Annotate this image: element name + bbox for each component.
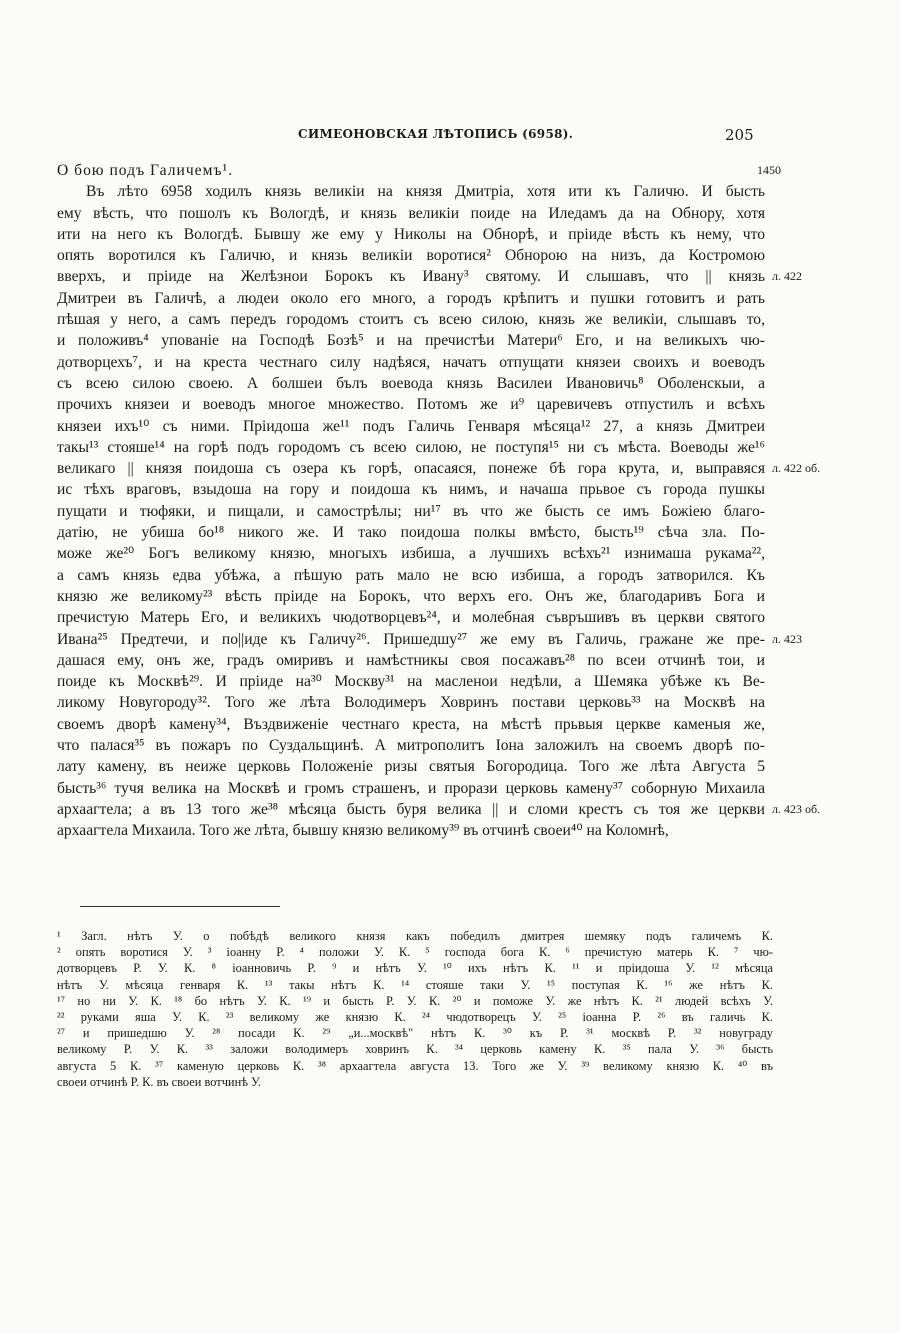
text-line <box>57 522 765 543</box>
text-line <box>57 714 765 735</box>
footnote-line: ²² руками яша У. К. ²³ великому же князю К. ²⁴ чюдотворецъ У. ²⁵ іоанна Р. ²⁶ въ галичь К. <box>57 1009 773 1024</box>
text-line <box>57 586 765 607</box>
text-line-content: ис тѣхъ враговъ, взыдоша на гору и поидоша къ нимъ, и начаша прьвое съ города пушкы <box>57 481 765 499</box>
page-header <box>0 127 900 149</box>
text-line <box>57 820 765 841</box>
text-line-content: пречистую Матерь Его, и великихъ чюдотворцевъ²⁴, и молебная съвръшивъ въ церкви святого <box>57 609 765 627</box>
footnote-line: нѣтъ У. мѣсяца генваря К. ¹³ такы нѣтъ К. ¹⁴ стояше таки У. ¹⁵ поступая К. ¹⁶ же нѣтъ К. <box>57 977 773 992</box>
folio-margin-note: л. 423 <box>772 631 802 646</box>
text-line-content: что палася³⁵ въ пожаръ по Суздальщинѣ. А митрополитъ Іона заложилъ на своемъ дворѣ по- <box>57 737 765 755</box>
footnote-line: ¹⁷ но ни У. К. ¹⁸ бо нѣтъ У. К. ¹⁹ и бысть Р. У. К. ²⁰ и поможе У. же нѣтъ К. ²¹ людей всѣхъ У. <box>57 993 773 1008</box>
text-line-content: ликому Новугороду³². Того же лѣта Володимеръ Ховринъ постави церковь³³ на Москвѣ на <box>57 694 765 712</box>
text-line <box>57 437 765 458</box>
text-line <box>57 479 765 500</box>
footnote-line: августа 5 К. ³⁷ каменую церковь К. ³⁸ архаагтела августа 13. Того же У. ³⁹ великому князю К. ⁴⁰ въ <box>57 1058 773 1073</box>
text-line-content: опять воротился къ Галичю, и князь великіи воротися² Обнорою на низъ, да Костромою <box>57 247 765 265</box>
text-line <box>57 224 765 245</box>
text-line <box>57 458 821 479</box>
text-line <box>57 330 765 351</box>
page-number: 205 <box>725 126 754 144</box>
footnote-line: ²⁷ и пришедшю У. ²⁸ посади К. ²⁹ „и...москвѣ" нѣтъ К. ³⁰ къ Р. ³¹ москвѣ Р. ³² новуграду <box>57 1026 773 1041</box>
text-line <box>57 629 802 650</box>
text-line <box>57 692 765 713</box>
text-line-content: може же²⁰ Богъ великому князю, многыхъ избиша, а лучшихъ всѣхъ²¹ изнимаша рукама²², <box>57 545 765 563</box>
text-line <box>57 309 765 330</box>
footnote-line: дотворцевъ Р. У. К. ⁸ іоанновичь Р. ⁹ и нѣтъ У. ¹⁰ ихъ нѣтъ К. ¹¹ и пріидоша У. ¹² мѣсяца <box>57 961 773 976</box>
text-line-content: ити на него къ Вологдѣ. Бывшу же ему у Николы на Обнорѣ, и пріиде вѣсть къ нему, что <box>57 225 765 243</box>
running-title: СИМЕОНОВСКАЯ ЛѢТОПИСЬ (6958). <box>298 127 574 141</box>
text-line <box>57 735 765 756</box>
text-line <box>57 799 821 820</box>
text-line-content: пѣшая у него, а самъ передъ городомъ стоитъ съ всею силою, князь же великіи, слышавъ то, <box>57 311 765 329</box>
text-line <box>57 288 765 309</box>
text-line-content: и положивъ⁴ упованіе на Господѣ Бозѣ⁵ и на пречистѣи Матери⁶ Его, и на великыхъ чю- <box>57 332 765 350</box>
text-line <box>57 416 765 437</box>
footnote-line: ² опять воротися У. ³ іоанну Р. ⁴ положи У. К. ⁵ господа бога К. ⁶ пречистую матерь К. ⁷ чю- <box>57 945 773 960</box>
text-line <box>57 778 765 799</box>
text-line-content: дашася ему, онъ же, градъ омиривъ и намѣстникы своя посажавъ²⁸ по всеи отчинѣ тои, и <box>57 651 765 669</box>
text-line-content: съ всею силою своею. А болшеи бълъ воевода князь Василеи Ивановичь⁸ Оболенскыи, а <box>57 374 765 392</box>
text-line-content: датію, не убиша бо¹⁸ никого же. И тако поидоша полкы вмѣсто, бысть¹⁹ сѣча зла. По- <box>57 524 765 542</box>
footnote-separator <box>80 906 280 907</box>
text-line-content: архаагтела; а въ 13 того же³⁸ мѣсяца бысть буря велика || и сломи крестъ съ тоя же церкви <box>57 800 765 818</box>
text-line <box>57 607 765 628</box>
text-line-content: а самъ князь едва убѣжа, а пѣшую рать мало не всю избиша, а городъ затворился. Къ <box>57 566 765 584</box>
text-line-content: пущати и тюфяки, и пищали, и самострѣлы; ни¹⁷ въ что же бысть се имъ Божіею благо- <box>57 502 765 520</box>
text-line-content: князеи ихъ¹⁰ съ ними. Пріидоша же¹¹ подъ Галичь Генваря мѣсяца¹² 27, а князь Дмитреи <box>57 417 765 435</box>
text-line-content: ему вѣсть, что пошолъ къ Вологдѣ, и князь великіи поиде на Иледамъ да на Обнору, хотя <box>57 204 765 222</box>
text-line <box>57 501 765 522</box>
text-line-content: вверхъ, и пріиде на Желѣзнои Борокъ къ Ивану³ святому. И слышавъ, что || князь <box>57 268 765 286</box>
footnote-line: своеи отчинѣ Р. К. въ своеи вотчинѣ У. <box>57 1074 261 1089</box>
text-line-content: прочихъ князеи и воеводъ многое множество. Потомъ же и⁹ царевичевъ отпустилъ и всѣхъ <box>57 396 765 414</box>
text-line <box>57 203 765 224</box>
text-line <box>57 756 765 777</box>
text-line-content: О бою подъ Галичемъ¹. <box>57 162 234 179</box>
footnote-line: великому Р. У. К. ³³ заложи володимеръ ховринъ К. ³⁴ церковь камену К. ³⁵ пала У. ³⁶ бысть <box>57 1042 773 1057</box>
text-line <box>57 650 765 671</box>
footnotes <box>57 928 773 1090</box>
text-line <box>57 266 802 287</box>
text-line-content: князю же великому²³ вѣсть пріиде на Борокъ, что верхъ его. Онъ же, благодаривъ Бога и <box>57 587 765 605</box>
text-line-content: поиде къ Москвѣ²⁹. И пріиде на³⁰ Москву³¹ на масленои недѣли, а Шемяка убѣже къ Ве- <box>57 673 765 691</box>
folio-margin-note: л. 422 <box>772 269 802 284</box>
text-line <box>57 373 765 394</box>
footnote-line: ¹ Загл. нѣтъ У. о побѣдѣ великого князя какъ победилъ дмитрея шемяку подъ галичемъ К. <box>57 929 773 943</box>
text-line <box>57 565 765 586</box>
text-line <box>57 181 765 202</box>
text-line <box>57 245 765 266</box>
text-line-content: великаго || князя поидоша съ озера къ горѣ, опасаяся, понеже бѣ гора крута, и, выправяся <box>57 460 765 478</box>
folio-margin-note: л. 422 об. <box>772 461 821 476</box>
text-line-content: своемъ дворѣ камену³⁴, Въздвиженіе честнаго креста, на мѣстѣ прьвыя церкве каменыя же, <box>57 715 765 733</box>
text-line-content: Дмитреи въ Галичѣ, а людеи около его много, а городъ крѣпитъ и пушки готовитъ и рать <box>57 289 765 307</box>
text-line <box>57 160 765 181</box>
text-line <box>57 671 765 692</box>
text-line-content: такы¹³ стояше¹⁴ на горѣ подъ городомъ съ всею силою, не поступя¹⁵ ни съ мѣста. Воеводы же¹⁶ <box>57 438 765 456</box>
text-line <box>57 543 765 564</box>
text-line-content: Ивана²⁵ Предтечи, и по||иде къ Галичу²⁶. Пришедшу²⁷ же ему въ Галичь, гражане же пре- <box>57 630 765 648</box>
year-margin-note: 1450 <box>757 163 781 177</box>
text-line-content: архаагтела Михаила. Того же лѣта, бывшу князю великому³⁹ въ отчинѣ своеи⁴⁰ на Коломнѣ, <box>57 822 669 840</box>
text-line-content: дотворцехъ⁷, и на креста честнаго силу надѣяся, начатъ отпущати князеи своихъ и воеводъ <box>57 353 765 371</box>
text-line <box>57 352 765 373</box>
folio-margin-note: л. 423 об. <box>772 801 821 816</box>
text-line-content: лату камену, въ неиже церковь Положеніе ризы святыя Богородица. Того же лѣта Августа 5 <box>57 758 765 776</box>
text-line <box>57 394 765 415</box>
text-line-content: Въ лѣто 6958 ходилъ князь великіи на князя Дмитріа, хотя ити къ Галичю. И бысть <box>86 183 765 201</box>
text-line-content: бысть³⁶ тучя велика на Москвѣ и громъ страшенъ, и прорази церковь камену³⁷ соборную Михаила <box>57 779 765 797</box>
